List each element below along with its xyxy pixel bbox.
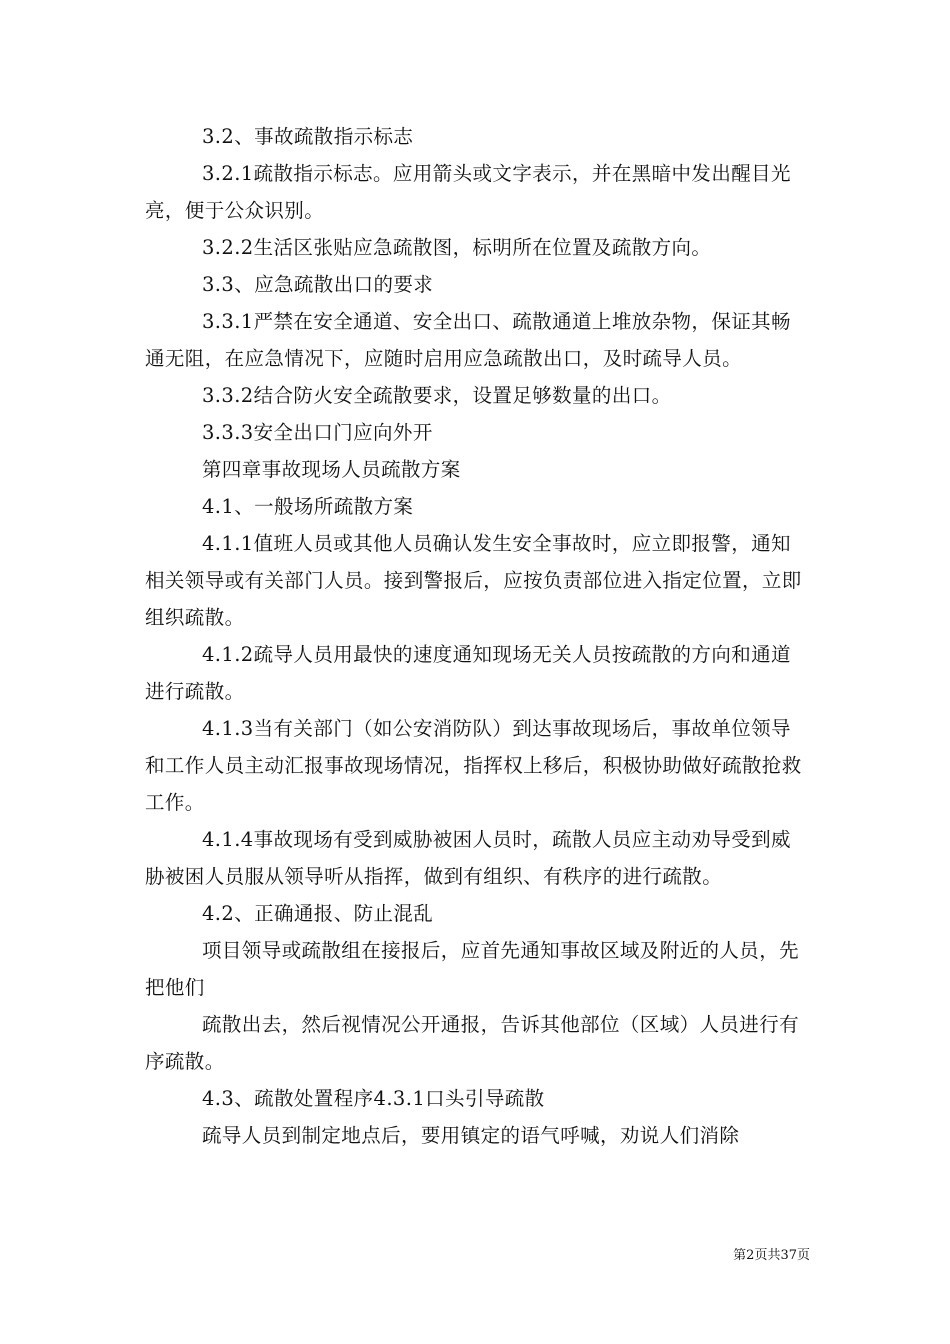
- paragraph: 3.3.2结合防火安全疏散要求，设置足够数量的出口。: [202, 384, 672, 407]
- paragraph: 3.2.1疏散指示标志。应用箭头或文字表示，并在黑暗中发出醒目光亮，便于公众识别。: [145, 162, 791, 222]
- paragraph: 4.1.4事故现场有受到威胁被困人员时，疏散人员应主动劝导受到威胁被困人员服从领导听从指挥，做到有组织、有秩序的进行疏散。: [145, 828, 791, 888]
- paragraph: 疏散出去，然后视情况公开通报，告诉其他部位（区域）人员进行有序疏散。: [145, 1013, 800, 1073]
- paragraph: 4.1、一般场所疏散方案: [202, 495, 414, 518]
- chapter-heading: 第四章事故现场人员疏散方案: [202, 458, 461, 481]
- paragraph: 疏导人员到制定地点后，要用镇定的语气呼喊，劝说人们消除: [202, 1124, 740, 1147]
- paragraph: 3.2.2生活区张贴应急疏散图，标明所在位置及疏散方向。: [202, 236, 712, 259]
- paragraph: 3.2、事故疏散指示标志: [202, 125, 414, 148]
- paragraph: 4.1.2疏导人员用最快的速度通知现场无关人员按疏散的方向和通道进行疏散。: [145, 643, 791, 703]
- paragraph: 4.1.3当有关部门（如公安消防队）到达事故现场后，事故单位领导和工作人员主动汇报事故现场情况，指挥权上移后，积极协助做好疏散抢救工作。: [145, 717, 802, 814]
- document-body: [145, 118, 810, 1154]
- paragraph: 项目领导或疏散组在接报后，应首先通知事故区域及附近的人员，先把他们: [145, 939, 800, 999]
- paragraph: 4.1.1值班人员或其他人员确认发生安全事故时，应立即报警，通知相关领导或有关部门人员。接到警报后，应按负责部位进入指定位置，立即组织疏散。: [145, 532, 802, 629]
- page-number: 第2页共37页: [733, 1248, 810, 1263]
- paragraph: 3.3.3安全出口门应向外开: [202, 421, 433, 444]
- paragraph: 3.3、应急疏散出口的要求: [202, 273, 434, 296]
- paragraph: 4.3、疏散处置程序4.3.1口头引导疏散: [202, 1087, 545, 1110]
- paragraph: 3.3.1严禁在安全通道、安全出口、疏散通道上堆放杂物，保证其畅通无阻，在应急情况下，应随时启用应急疏散出口，及时疏导人员。: [145, 310, 791, 370]
- paragraph: 4.2、正确通报、防止混乱: [202, 902, 434, 925]
